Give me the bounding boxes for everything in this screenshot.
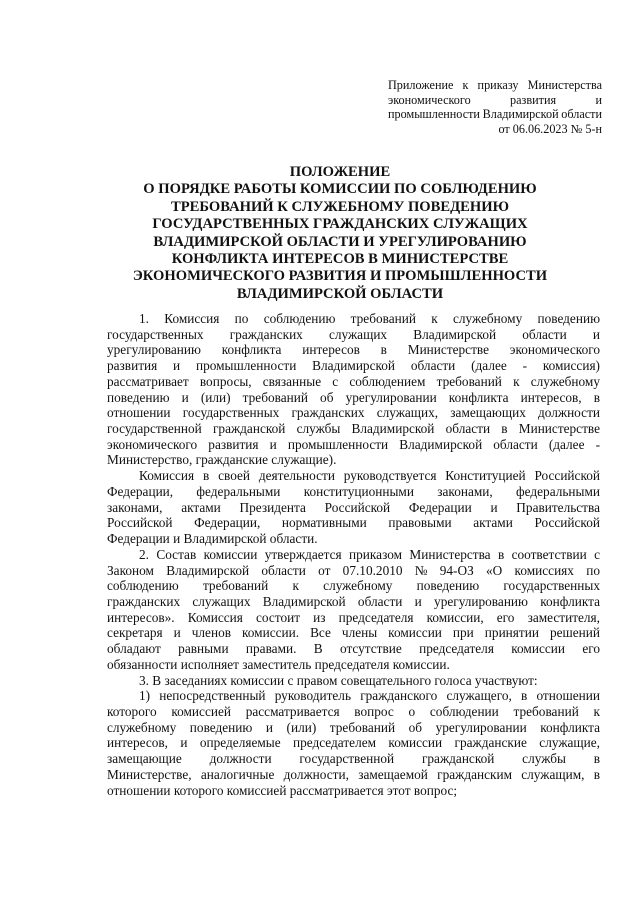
paragraph-3-1 — [107, 688, 600, 798]
title-line: О ПОРЯДКЕ РАБОТЫ КОМИССИИ ПО СОБЛЮДЕНИЮ — [143, 181, 537, 198]
text-line: Федерации и Владимирской области. — [107, 531, 318, 547]
text-line: развития и промышленности Владимирской области (далее - комиссия) — [107, 358, 600, 374]
title-line: ВЛАДИМИРСКОЙ ОБЛАСТИ И УРЕГУЛИРОВАНИЮ — [153, 233, 527, 250]
text-line: государственной гражданской службы Владимирской области в Министерстве — [107, 421, 600, 437]
text-line: экономического развития и промышленности Владимирской области (далее - — [107, 436, 600, 452]
text-line: 3. В заседаниях комиссии с правом совещательного голоса участвуют: — [139, 672, 538, 688]
text-line: обязанности исполняет заместитель председателя комиссии. — [107, 656, 450, 672]
title-line: ЭКОНОМИЧЕСКОГО РАЗВИТИЯ И ПРОМЫШЛЕННОСТИ — [132, 268, 548, 285]
text-line: законами, актами Президента Российской Федерации и Правительства — [107, 499, 600, 515]
title-line: ТРЕБОВАНИЙ К СЛУЖЕБНОМУ ПОВЕДЕНИЮ — [170, 198, 510, 215]
text-line: соблюдению требований к служебному поведению государственных — [107, 578, 600, 594]
paragraph-legal-basis — [107, 468, 600, 547]
text-line: урегулированию конфликта интересов в Министерстве экономического — [107, 342, 600, 358]
text-line: Федерации, федеральными конституционными законами, федеральными — [107, 483, 600, 499]
text-line: 1) непосредственный руководитель гражданского служащего, в отношении — [139, 688, 600, 704]
text-line: секретаря и членов комиссии. Все члены комиссии при принятии решений — [107, 625, 600, 641]
text-line: гражданских служащих Владимирской области и урегулированию конфликта — [107, 593, 600, 609]
appendix-line: промышленности Владимирской области — [388, 107, 602, 122]
document-body — [107, 311, 600, 798]
title-line: КОНФЛИКТА ИНТЕРЕСОВ В МИНИСТЕРСТВЕ — [171, 251, 509, 268]
text-line: 2. Состав комиссии утверждается приказом Министерства в соответствии с — [139, 546, 600, 562]
text-line: отношении которого комиссией рассматривается этот вопрос; — [107, 782, 458, 798]
text-line: Законом Владимирской области от 07.10.2010 № 94-ОЗ «О комиссиях по — [107, 562, 600, 578]
text-line: замещающие должности государственной гражданской службы в — [107, 751, 600, 767]
title-line: ВЛАДИМИРСКОЙ ОБЛАСТИ — [236, 285, 444, 302]
appendix-date-line: от 06.06.2023 № 5-н — [498, 121, 602, 136]
text-line: Министерстве, аналогичные должности, замещаемой гражданским служащим, в — [107, 766, 600, 782]
text-line: обладают равными правами. В отсутствие председателя комиссии его — [107, 641, 600, 657]
title-line: ГОСУДАРСТВЕННЫХ ГРАЖДАНСКИХ СЛУЖАЩИХ — [152, 216, 528, 233]
appendix-line: экономического развития и — [388, 92, 602, 107]
paragraph-2 — [107, 547, 600, 673]
text-line: 1. Комиссия по соблюдению требований к служебному поведению — [139, 311, 600, 326]
text-line: интересов». Комиссия состоит из председателя комиссии, его заместителя, — [107, 609, 600, 625]
text-line: отношении государственных гражданских служащих, замещающих должности — [107, 405, 600, 421]
text-line: которого комиссией рассматривается вопрос о соблюдении требований к — [107, 703, 600, 719]
text-line: Комиссия в своей деятельности руководствуется Конституцией Российской — [139, 468, 600, 484]
text-line: поведению и (или) требований об урегулировании конфликта интересов, в — [107, 389, 600, 405]
text-line: интересов, и определяемые председателем комиссии гражданские служащие, — [107, 735, 600, 751]
text-line: рассматривает вопросы, связанные с соблюдением требований к служебному — [107, 373, 600, 389]
document-title — [110, 164, 570, 303]
appendix-line: Приложение к приказу Министерства — [388, 78, 602, 92]
appendix-note — [388, 78, 602, 136]
text-line: служебному поведению и (или) требований об урегулировании конфликта — [107, 719, 600, 735]
paragraph-1 — [107, 311, 600, 468]
text-line: государственных гражданских служащих Владимирской области и — [107, 326, 600, 342]
paragraph-3 — [107, 673, 600, 689]
text-line: Министерство, гражданские служащие). — [107, 452, 337, 468]
title-line: ПОЛОЖЕНИЕ — [289, 164, 391, 180]
text-line: Российской Федерации, нормативными правовыми актами Российской — [107, 515, 600, 531]
